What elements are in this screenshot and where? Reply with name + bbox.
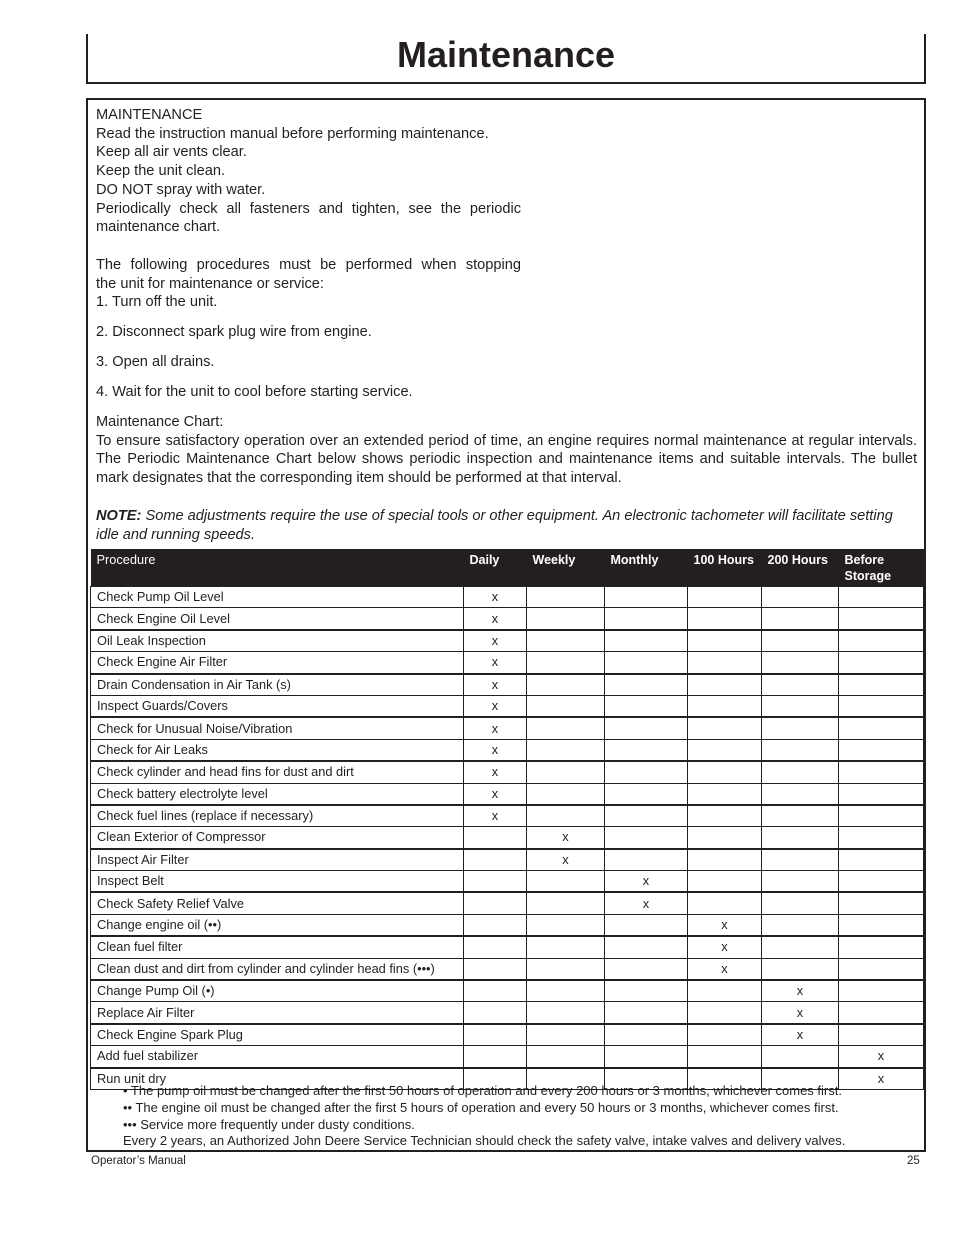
interval-cell bbox=[762, 739, 839, 761]
table-row bbox=[91, 587, 924, 608]
interval-cell bbox=[527, 674, 605, 696]
interval-cell bbox=[527, 608, 605, 630]
interval-cell bbox=[762, 805, 839, 827]
interval-cell bbox=[527, 761, 605, 783]
table-row bbox=[91, 1024, 924, 1046]
procedure-cell: Check for Unusual Noise/Vibration bbox=[91, 717, 464, 739]
table-row bbox=[91, 871, 924, 893]
interval-cell bbox=[839, 739, 924, 761]
procedure-cell: Oil Leak Inspection bbox=[91, 630, 464, 652]
content-box bbox=[86, 98, 926, 1152]
table-row bbox=[91, 805, 924, 827]
interval-cell: x bbox=[464, 717, 527, 739]
interval-cell bbox=[464, 958, 527, 980]
interval-cell bbox=[605, 674, 688, 696]
interval-cell bbox=[688, 849, 762, 871]
procedure-cell: Check battery electrolyte level bbox=[91, 783, 464, 805]
interval-cell bbox=[839, 914, 924, 936]
interval-cell bbox=[605, 739, 688, 761]
interval-cell bbox=[605, 1002, 688, 1024]
page-title-box bbox=[86, 34, 926, 84]
table-row bbox=[91, 761, 924, 783]
interval-cell bbox=[464, 1002, 527, 1024]
procedures-section bbox=[96, 256, 521, 312]
interval-cell bbox=[688, 783, 762, 805]
fasteners-line: Periodically check all fasteners and tighten, see the periodic bbox=[96, 200, 521, 217]
table-row bbox=[91, 936, 924, 958]
intro-line: Read the instruction manual before performing maintenance. bbox=[96, 125, 489, 142]
interval-cell bbox=[605, 695, 688, 717]
procedure-cell: Change Pump Oil (•) bbox=[91, 980, 464, 1002]
column-header: 200 Hours bbox=[762, 549, 839, 587]
interval-cell bbox=[527, 980, 605, 1002]
intro-line: Keep the unit clean. bbox=[96, 163, 226, 180]
footnotes bbox=[123, 1083, 845, 1150]
procedure-cell: Check Engine Air Filter bbox=[91, 652, 464, 674]
interval-cell bbox=[464, 827, 527, 849]
interval-cell bbox=[527, 739, 605, 761]
interval-cell bbox=[688, 1002, 762, 1024]
interval-cell bbox=[762, 892, 839, 914]
table-row bbox=[91, 980, 924, 1002]
interval-cell bbox=[605, 914, 688, 936]
table-row bbox=[91, 717, 924, 739]
interval-cell bbox=[839, 958, 924, 980]
table-body bbox=[91, 587, 924, 1090]
procedures-intro-line: The following procedures must be performed when stopping bbox=[96, 257, 521, 273]
interval-cell bbox=[839, 652, 924, 674]
interval-cell bbox=[839, 587, 924, 608]
interval-cell bbox=[839, 783, 924, 805]
interval-cell bbox=[605, 1046, 688, 1068]
interval-cell bbox=[839, 608, 924, 630]
intro-heading: MAINTENANCE bbox=[96, 107, 203, 123]
procedure-cell: Clean Exterior of Compressor bbox=[91, 827, 464, 849]
interval-cell bbox=[839, 1024, 924, 1046]
procedure-cell: Check Engine Spark Plug bbox=[91, 1024, 464, 1046]
interval-cell bbox=[762, 630, 839, 652]
interval-cell: x bbox=[605, 892, 688, 914]
interval-cell bbox=[762, 608, 839, 630]
interval-cell bbox=[464, 914, 527, 936]
procedure-step: 4. Wait for the unit to cool before starting service. bbox=[96, 384, 413, 400]
interval-cell bbox=[688, 739, 762, 761]
interval-cell bbox=[527, 695, 605, 717]
interval-cell bbox=[688, 608, 762, 630]
interval-cell bbox=[527, 805, 605, 827]
interval-cell bbox=[688, 805, 762, 827]
column-header: Before Storage bbox=[839, 549, 924, 587]
interval-cell bbox=[839, 980, 924, 1002]
table-header-row bbox=[91, 549, 924, 587]
interval-cell bbox=[839, 761, 924, 783]
interval-cell bbox=[688, 827, 762, 849]
maintenance-chart-table bbox=[90, 549, 924, 1090]
interval-cell bbox=[688, 717, 762, 739]
interval-cell: x bbox=[762, 1002, 839, 1024]
interval-cell bbox=[527, 958, 605, 980]
note-text: Some adjustments require the use of special tools or other equipment. An electronic tachometer will facilitate setting idle and running speeds. bbox=[96, 508, 893, 543]
table-row bbox=[91, 892, 924, 914]
interval-cell: x bbox=[839, 1068, 924, 1090]
interval-cell bbox=[688, 871, 762, 893]
procedure-cell: Check Pump Oil Level bbox=[91, 587, 464, 608]
interval-cell bbox=[762, 674, 839, 696]
interval-cell bbox=[605, 805, 688, 827]
interval-cell: x bbox=[688, 936, 762, 958]
interval-cell: x bbox=[527, 849, 605, 871]
table-row bbox=[91, 1046, 924, 1068]
chart-intro-paragraph: To ensure satisfactory operation over an extended period of time, an engine requires normal maintenance at regular intervals. The Periodic Maintenance Chart below shows periodic inspection and maintenance items and suitable intervals. The bullet mark designates that the corresponding item should be performed at that interval. bbox=[96, 432, 917, 487]
table-row bbox=[91, 849, 924, 871]
interval-cell bbox=[688, 630, 762, 652]
interval-cell: x bbox=[839, 1046, 924, 1068]
table-row bbox=[91, 608, 924, 630]
page-title: Maintenance bbox=[396, 34, 616, 75]
procedure-step: 2. Disconnect spark plug wire from engine. bbox=[96, 324, 372, 340]
interval-cell: x bbox=[464, 587, 527, 608]
interval-cell bbox=[527, 892, 605, 914]
intro-line: Keep all air vents clear. bbox=[96, 144, 247, 161]
procedure-step: 1. Turn off the unit. bbox=[96, 294, 218, 311]
interval-cell bbox=[839, 674, 924, 696]
interval-cell bbox=[688, 761, 762, 783]
interval-cell bbox=[688, 892, 762, 914]
interval-cell bbox=[839, 892, 924, 914]
procedure-cell: Drain Condensation in Air Tank (s) bbox=[91, 674, 464, 696]
footer-manual-label: Operator’s Manual bbox=[91, 1155, 186, 1167]
interval-cell bbox=[527, 1046, 605, 1068]
interval-cell: x bbox=[464, 805, 527, 827]
procedure-cell: Add fuel stabilizer bbox=[91, 1046, 464, 1068]
interval-cell bbox=[527, 914, 605, 936]
interval-cell bbox=[527, 871, 605, 893]
interval-cell bbox=[464, 1024, 527, 1046]
column-header: Monthly bbox=[605, 549, 688, 587]
table-row bbox=[91, 1002, 924, 1024]
interval-cell bbox=[464, 980, 527, 1002]
interval-cell bbox=[605, 717, 688, 739]
interval-cell bbox=[527, 1024, 605, 1046]
table-row bbox=[91, 827, 924, 849]
interval-cell bbox=[464, 871, 527, 893]
interval-cell bbox=[688, 1046, 762, 1068]
interval-cell bbox=[762, 587, 839, 608]
interval-cell bbox=[762, 871, 839, 893]
intro-line: DO NOT spray with water. bbox=[96, 181, 266, 198]
chart-intro-section bbox=[96, 413, 917, 488]
interval-cell: x bbox=[464, 674, 527, 696]
interval-cell bbox=[464, 936, 527, 958]
interval-cell: x bbox=[464, 652, 527, 674]
interval-cell bbox=[762, 914, 839, 936]
interval-cell bbox=[688, 695, 762, 717]
interval-cell bbox=[605, 630, 688, 652]
interval-cell: x bbox=[464, 783, 527, 805]
table-row bbox=[91, 630, 924, 652]
interval-cell bbox=[839, 1002, 924, 1024]
interval-cell bbox=[605, 608, 688, 630]
footnote: Every 2 years, an Authorized John Deere Service Technician should check the safety valve, intake valves and delivery valves. bbox=[123, 1133, 846, 1149]
interval-cell bbox=[762, 936, 839, 958]
footnote: • The pump oil must be changed after the first 50 hours of operation and every 200 hours or 3 months, whichever comes first. bbox=[123, 1083, 842, 1098]
interval-cell bbox=[839, 849, 924, 871]
interval-cell bbox=[527, 1002, 605, 1024]
interval-cell: x bbox=[464, 630, 527, 652]
procedure-cell: Change engine oil (••) bbox=[91, 914, 464, 936]
procedure-cell: Inspect Belt bbox=[91, 871, 464, 893]
interval-cell bbox=[527, 717, 605, 739]
interval-cell bbox=[762, 827, 839, 849]
interval-cell bbox=[527, 652, 605, 674]
table-row bbox=[91, 674, 924, 696]
interval-cell bbox=[527, 936, 605, 958]
interval-cell: x bbox=[464, 608, 527, 630]
interval-cell bbox=[762, 717, 839, 739]
column-header: 100 Hours bbox=[688, 549, 762, 587]
table-row bbox=[91, 783, 924, 805]
procedure-cell: Clean fuel filter bbox=[91, 936, 464, 958]
column-header: Procedure bbox=[91, 549, 464, 587]
interval-cell bbox=[839, 871, 924, 893]
intro-section bbox=[96, 106, 521, 237]
fasteners-line: maintenance chart. bbox=[96, 219, 221, 236]
interval-cell bbox=[839, 805, 924, 827]
interval-cell: x bbox=[762, 1024, 839, 1046]
interval-cell bbox=[464, 1046, 527, 1068]
interval-cell bbox=[762, 1046, 839, 1068]
interval-cell bbox=[839, 827, 924, 849]
interval-cell bbox=[688, 980, 762, 1002]
interval-cell bbox=[839, 936, 924, 958]
procedure-cell: Clean dust and dirt from cylinder and cylinder head fins (•••) bbox=[91, 958, 464, 980]
interval-cell: x bbox=[688, 958, 762, 980]
interval-cell bbox=[605, 980, 688, 1002]
procedure-cell: Check Safety Relief Valve bbox=[91, 892, 464, 914]
interval-cell bbox=[605, 783, 688, 805]
interval-cell: x bbox=[688, 914, 762, 936]
procedure-cell: Check cylinder and head fins for dust and dirt bbox=[91, 761, 464, 783]
interval-cell bbox=[762, 652, 839, 674]
interval-cell bbox=[762, 695, 839, 717]
procedure-cell: Check fuel lines (replace if necessary) bbox=[91, 805, 464, 827]
interval-cell bbox=[605, 936, 688, 958]
interval-cell bbox=[464, 849, 527, 871]
interval-cell bbox=[688, 587, 762, 608]
interval-cell bbox=[762, 761, 839, 783]
procedure-cell: Replace Air Filter bbox=[91, 1002, 464, 1024]
footnote: •• The engine oil must be changed after the first 5 hours of operation and every 50 hours or 3 months, whichever comes first. bbox=[123, 1099, 839, 1115]
interval-cell bbox=[527, 587, 605, 608]
procedure-cell: Check Engine Oil Level bbox=[91, 608, 464, 630]
table-row bbox=[91, 695, 924, 717]
interval-cell bbox=[688, 1024, 762, 1046]
procedure-cell: Inspect Guards/Covers bbox=[91, 695, 464, 717]
interval-cell bbox=[762, 783, 839, 805]
procedure-cell: Inspect Air Filter bbox=[91, 849, 464, 871]
interval-cell bbox=[605, 849, 688, 871]
interval-cell: x bbox=[464, 739, 527, 761]
procedure-cell: Check for Air Leaks bbox=[91, 739, 464, 761]
chart-intro-heading: Maintenance Chart: bbox=[96, 414, 224, 430]
interval-cell bbox=[605, 761, 688, 783]
table-row bbox=[91, 914, 924, 936]
interval-cell bbox=[688, 652, 762, 674]
interval-cell bbox=[464, 892, 527, 914]
interval-cell bbox=[839, 630, 924, 652]
table-row bbox=[91, 652, 924, 674]
interval-cell bbox=[605, 1024, 688, 1046]
interval-cell: x bbox=[762, 980, 839, 1002]
footnote: ••• Service more frequently under dusty conditions. bbox=[123, 1116, 415, 1132]
interval-cell: x bbox=[605, 871, 688, 893]
table-row bbox=[91, 958, 924, 980]
column-header: Weekly bbox=[527, 549, 605, 587]
procedures-intro-line: the unit for maintenance or service: bbox=[96, 275, 324, 292]
interval-cell bbox=[688, 674, 762, 696]
note-label: NOTE: bbox=[96, 508, 142, 524]
interval-cell: x bbox=[527, 827, 605, 849]
interval-cell bbox=[605, 587, 688, 608]
interval-cell bbox=[605, 827, 688, 849]
page-number: 25 bbox=[907, 1155, 920, 1167]
column-header: Daily bbox=[464, 549, 527, 587]
procedure-step: 3. Open all drains. bbox=[96, 354, 215, 370]
procedure-cell: Run unit dry bbox=[91, 1068, 464, 1090]
interval-cell bbox=[762, 958, 839, 980]
interval-cell bbox=[527, 630, 605, 652]
interval-cell bbox=[839, 695, 924, 717]
note bbox=[96, 507, 917, 544]
interval-cell bbox=[605, 652, 688, 674]
interval-cell: x bbox=[464, 695, 527, 717]
table-row bbox=[91, 739, 924, 761]
interval-cell: x bbox=[464, 761, 527, 783]
interval-cell bbox=[839, 717, 924, 739]
interval-cell bbox=[605, 958, 688, 980]
interval-cell bbox=[527, 783, 605, 805]
interval-cell bbox=[762, 849, 839, 871]
